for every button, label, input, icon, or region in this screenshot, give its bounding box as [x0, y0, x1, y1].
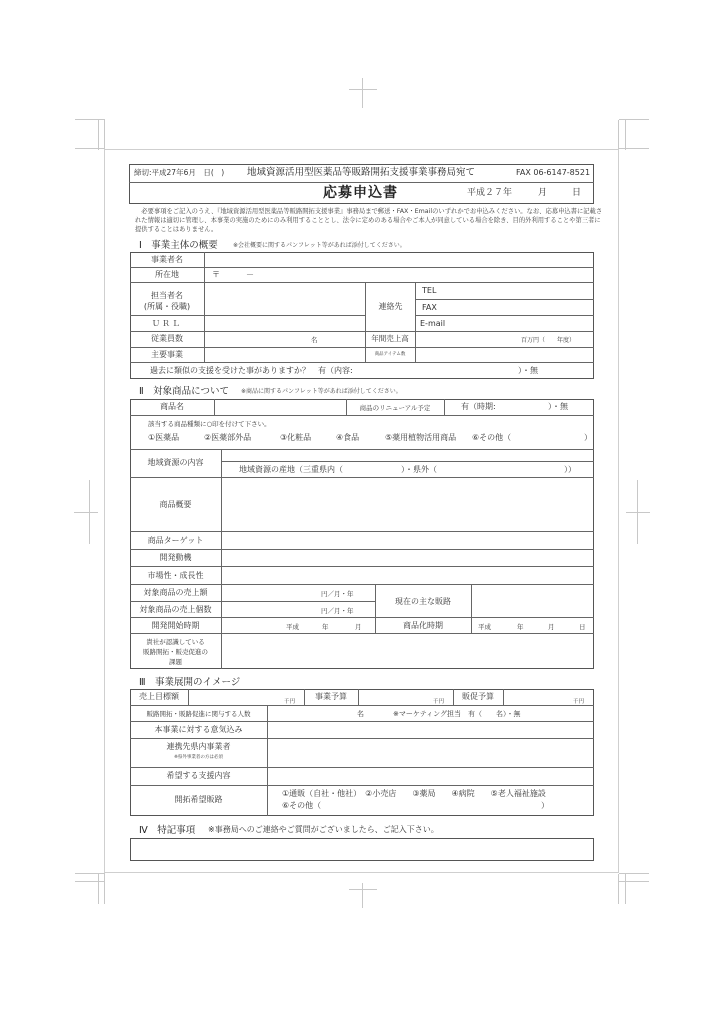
sales-amount-label: 対象商品の売上額 [143, 588, 208, 597]
url-label: ＵＲＬ [152, 319, 182, 328]
past-support-field[interactable] [370, 363, 515, 378]
issues-label-1: 貴社が認識している [146, 638, 205, 646]
promo-budget-label: 販促予算 [462, 692, 494, 701]
market-field[interactable] [222, 567, 593, 584]
section3-heading: Ⅲ 事業展開のイメージ [139, 677, 241, 688]
staff-field[interactable] [268, 706, 353, 721]
com-day: 日 [579, 623, 586, 631]
marketing-note: ※マーケティング担当 有（ 名）・無 [393, 710, 521, 718]
product-overview-field[interactable] [222, 478, 593, 531]
target-label: 商品ターゲット [147, 536, 204, 545]
section1-heading: Ⅰ 事業主体の概要 [139, 240, 218, 251]
email-field[interactable] [455, 316, 593, 331]
resource-origin-tail: ）） [564, 465, 576, 474]
main-business-field[interactable] [205, 348, 365, 362]
sales-amount-unit: 円／月・年 [321, 590, 354, 598]
budget-field[interactable] [359, 690, 431, 705]
dev-start-year: 年 [322, 623, 329, 631]
staff-unit: 名 [357, 710, 364, 718]
date-month: 月 [538, 188, 548, 198]
sales-count-label: 対象商品の売上個数 [139, 605, 212, 614]
product-items-label: 商品アイテム数 [374, 352, 406, 357]
staff-label: 販路開拓・販路促進に関与する人数 [146, 710, 251, 718]
fax-number: FAX 06-6147-8521 [516, 168, 591, 177]
section4-heading: Ⅳ 特記事項 [139, 825, 196, 836]
recipient-text: 地域資源活用型医薬品等販路開拓支援事業事務局宛て [247, 167, 476, 178]
section1-note: ※会社概要に関するパンフレット等があれば添付してください。 [233, 242, 406, 249]
partner-label: 連携先県内事業者 [166, 742, 231, 751]
com-year: 年 [517, 623, 524, 631]
issues-label-3: 課題 [169, 658, 182, 666]
partner-field[interactable] [268, 739, 593, 767]
past-support-question: 過去に類似の支援を受けた事がありますか？ 有（内容: [150, 366, 353, 375]
url-field[interactable] [205, 316, 365, 331]
budget-label: 事業予算 [315, 692, 347, 701]
issues-label-2: 販路開拓・販売促進の [143, 648, 208, 656]
com-era: 平成 [478, 623, 491, 631]
employees-unit: 名 [311, 336, 318, 344]
partner-note: ※県外事業者の方は必須 [174, 755, 223, 760]
fax-field[interactable] [445, 300, 593, 315]
renewal-label: 商品のリニューアル予定 [359, 404, 431, 412]
renewal-value: 有（時期: [461, 402, 496, 411]
product-overview-label: 商品概要 [159, 500, 192, 509]
dev-start-era: 平成 [286, 623, 299, 631]
com-month: 月 [548, 623, 555, 631]
category-other[interactable]: ⑥その他（ [472, 433, 512, 442]
dev-start-month: 月 [355, 623, 362, 631]
sales-amount-field[interactable] [222, 585, 317, 601]
category-instruction: 該当する商品種類に○印を付けて下さい。 [148, 420, 271, 428]
support-field[interactable] [268, 768, 593, 785]
contact-person-sublabel: (所属・役職) [143, 302, 191, 311]
business-name-field[interactable] [205, 253, 593, 267]
dev-start-label: 開発開始時期 [151, 621, 200, 630]
section4-note: ※事務局へのご連絡やご質問がございましたら、ご記入下さい。 [208, 825, 439, 834]
channel-options-line2[interactable]: ⑥その他（ [282, 801, 322, 810]
motive-label: 開発動機 [159, 553, 192, 562]
tel-label: TEL [422, 286, 437, 295]
annual-sales-unit: 百万円（ 年度） [521, 337, 576, 344]
sales-target-unit: 千円 [284, 699, 296, 705]
business-name-label: 事業者名 [151, 255, 183, 264]
remarks-field[interactable] [130, 838, 594, 861]
sales-count-unit: 円／月・年 [321, 607, 354, 615]
budget-unit: 千円 [433, 699, 445, 705]
resource-content-label: 地域資源の内容 [147, 458, 204, 467]
contact-person-field[interactable] [205, 283, 365, 315]
category-quasi-drug[interactable]: ②医薬部外品 [204, 433, 252, 442]
employees-label: 従業員数 [151, 334, 183, 343]
sales-target-field[interactable] [189, 690, 281, 705]
category-other-close: ） [584, 433, 592, 442]
category-food[interactable]: ④食品 [336, 433, 360, 442]
channel-label: 開拓希望販路 [174, 795, 223, 804]
contact-label: 連絡先 [378, 302, 403, 311]
date-day: 日 [572, 188, 582, 198]
address-label: 所在地 [155, 270, 179, 279]
resource-origin-mid: ）・県外（ [401, 465, 437, 474]
category-medicinal-plant[interactable]: ⑤薬用植物活用商品 [385, 433, 457, 442]
promo-budget-field[interactable] [504, 690, 571, 705]
issues-field[interactable] [222, 634, 593, 668]
email-label: E-mail [420, 319, 446, 328]
product-name-field[interactable] [215, 400, 346, 415]
deadline-text: 締切:平成27年6月 日( ) [134, 168, 225, 177]
promo-budget-unit: 千円 [573, 699, 585, 705]
postal-dash: － [246, 270, 254, 279]
section2-note: ※商品に関するパンフレット等があれば添付してください。 [241, 388, 402, 395]
main-business-label: 主要事業 [151, 350, 183, 359]
annual-sales-label: 年間売上高 [371, 334, 409, 343]
renewal-tail: ）・無 [548, 402, 568, 411]
channel-options-line1[interactable]: ①通販（自社・他社） ②小売店 ③薬局 ④病院 ⑤老人福祉施設 [282, 789, 546, 798]
commercialize-label: 商品化時期 [403, 621, 443, 630]
tel-field[interactable] [445, 283, 593, 299]
employees-field[interactable] [205, 332, 305, 347]
annual-sales-field[interactable] [416, 332, 516, 347]
postal-mark: 〒 [212, 270, 220, 279]
current-channel-field[interactable] [472, 585, 593, 617]
category-cosmetics[interactable]: ③化粧品 [280, 433, 312, 442]
market-label: 市場性・成長性 [147, 571, 204, 580]
sales-target-label: 売上目標額 [139, 692, 179, 701]
support-label: 希望する支援内容 [166, 771, 231, 780]
product-items-field[interactable] [416, 348, 593, 362]
motivation-label: 本事業に対する意気込み [154, 725, 243, 734]
section2-heading: Ⅱ 対象商品について [139, 386, 229, 397]
resource-origin-label: 地域資源の産地（三重県内（ [239, 465, 343, 474]
form-title: 応募申込書 [323, 185, 398, 201]
channel-close: ） [541, 801, 549, 810]
motivation-field[interactable] [268, 722, 593, 738]
address-field[interactable] [205, 268, 593, 282]
category-pharmaceutical[interactable]: ①医薬品 [148, 433, 180, 442]
past-support-tail: ）・無 [518, 366, 538, 375]
motive-field[interactable] [222, 550, 593, 566]
fax-label: FAX [422, 303, 437, 312]
resource-content-field[interactable] [222, 450, 593, 461]
intro-paragraph: 必要事項をご記入のうえ、『地域資源活用型医薬品等販路開拓支援事業』事務局まで郵送・FAX・Emailのいずれかでお申込みください。なお、応募申込書に記載された情報は適切に管理し、本事業の実施のためにのみ利用することとし、法令に定めのある場合やご本人が同意している場合を除き、目的外利用することや第三者に提供することはありません。 [135, 208, 603, 233]
current-channel-label: 現在の主な販路 [395, 597, 451, 606]
sales-count-field[interactable] [222, 602, 317, 617]
contact-person-label: 担当者名 [151, 291, 183, 300]
target-field[interactable] [222, 532, 593, 549]
date-year: 平成２７年 [467, 188, 513, 198]
product-name-label: 商品名 [160, 402, 184, 411]
